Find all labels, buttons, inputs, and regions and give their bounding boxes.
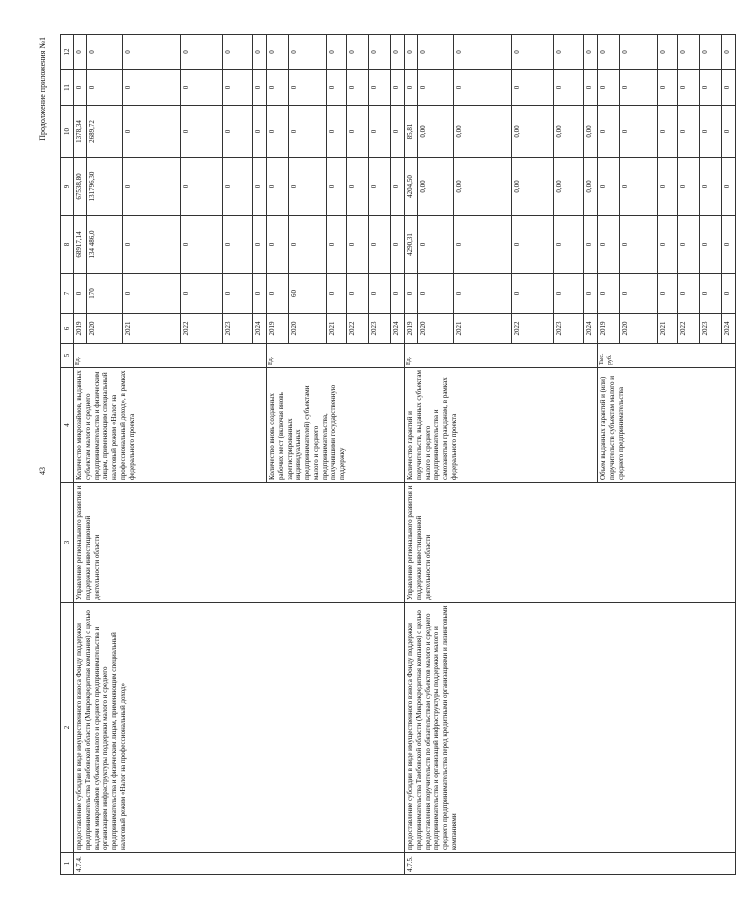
event-description: предоставление субсидии в виде имущественного взноса Фонду поддержки предпринимательства Тамбовской области (Микрокредитная компания) с целью предоставления поручительств по обязательствам субъектов малого и среднего предпринимательства и организаций инфраструктуры поддержки малого и среднего предпринимательства перед кредитными организациями и лизинговыми компаниями <box>405 603 736 853</box>
value-cell: 0 <box>722 216 736 274</box>
value-cell: 0 <box>327 106 347 158</box>
value-cell: 0 <box>223 274 253 314</box>
value-cell: 0 <box>267 274 289 314</box>
value-cell: 0 <box>123 70 181 106</box>
value-cell: 0 <box>678 70 700 106</box>
value-cell: 0 <box>369 274 391 314</box>
value-cell: 0 <box>289 106 327 158</box>
value-cell: 0,00 <box>454 158 512 216</box>
column-number: 1 <box>61 853 74 875</box>
value-cell: 0 <box>181 35 223 70</box>
value-cell: 0 <box>181 158 223 216</box>
year-cell: 2022 <box>347 314 369 344</box>
page-number: 43 <box>38 467 47 475</box>
column-number-row <box>61 35 74 875</box>
year-cell: 2019 <box>74 314 87 344</box>
value-cell: 0 <box>347 158 369 216</box>
value-cell: 0 <box>253 70 267 106</box>
column-number: 6 <box>61 314 74 344</box>
value-cell: 0 <box>123 274 181 314</box>
value-cell: 0 <box>253 35 267 70</box>
indicator-unit: Ед. <box>405 344 598 368</box>
value-cell: 0 <box>678 216 700 274</box>
value-cell: 0,00 <box>554 106 584 158</box>
year-cell: 2022 <box>678 314 700 344</box>
value-cell: 0 <box>369 35 391 70</box>
value-cell: 0 <box>658 35 678 70</box>
value-cell: 0 <box>554 35 584 70</box>
column-number: 2 <box>61 603 74 853</box>
value-cell: 0 <box>391 106 405 158</box>
year-cell: 2020 <box>289 314 327 344</box>
value-cell: 0 <box>289 158 327 216</box>
value-cell: 0 <box>658 70 678 106</box>
value-cell: 0 <box>700 274 722 314</box>
value-cell: 0 <box>223 35 253 70</box>
value-cell: 0,00 <box>418 106 454 158</box>
value-cell: 0 <box>512 274 554 314</box>
value-cell: 0 <box>554 216 584 274</box>
value-cell: 0 <box>512 35 554 70</box>
value-cell: 0,00 <box>454 106 512 158</box>
value-cell: 0,00 <box>554 158 584 216</box>
value-cell: 0 <box>347 274 369 314</box>
indicator-name: Количество гарантий и поручительств, выданных субъектам малого и среднего предпринимательства и самозанятым гражданам, в рамках федерального проекта <box>405 368 598 483</box>
year-cell: 2021 <box>454 314 512 344</box>
year-cell: 2019 <box>598 314 620 344</box>
value-cell: 0 <box>391 274 405 314</box>
value-cell: 0 <box>700 216 722 274</box>
value-cell: 0 <box>512 216 554 274</box>
year-cell: 2023 <box>223 314 253 344</box>
value-cell: 0 <box>700 158 722 216</box>
value-cell: 0 <box>620 216 658 274</box>
value-cell: 0 <box>253 158 267 216</box>
value-cell: 0 <box>554 70 584 106</box>
value-cell: 0 <box>512 70 554 106</box>
value-cell: 0 <box>554 274 584 314</box>
value-cell: 0 <box>223 216 253 274</box>
value-cell: 0 <box>391 70 405 106</box>
value-cell: 0 <box>598 158 620 216</box>
year-cell: 2024 <box>253 314 267 344</box>
year-cell: 2024 <box>722 314 736 344</box>
year-cell: 2023 <box>700 314 722 344</box>
value-cell: 0 <box>327 70 347 106</box>
value-cell: 0 <box>405 274 418 314</box>
value-cell: 0 <box>454 35 512 70</box>
value-cell: 0 <box>678 106 700 158</box>
value-cell: 4290,31 <box>405 216 418 274</box>
column-number: 5 <box>61 344 74 368</box>
value-cell: 0 <box>391 158 405 216</box>
value-cell: 0 <box>405 35 418 70</box>
value-cell: 0 <box>87 70 123 106</box>
value-cell: 67538,80 <box>74 158 87 216</box>
value-cell: 0 <box>74 274 87 314</box>
year-cell: 2022 <box>512 314 554 344</box>
value-cell: 0 <box>700 70 722 106</box>
value-cell: 134 486,0 <box>87 216 123 274</box>
value-cell: 0 <box>722 158 736 216</box>
value-cell: 0,00 <box>512 106 554 158</box>
value-cell: 0 <box>369 158 391 216</box>
value-cell: 0 <box>253 106 267 158</box>
value-cell: 60 <box>289 274 327 314</box>
value-cell: 0 <box>223 70 253 106</box>
value-cell: 0 <box>181 106 223 158</box>
value-cell: 1378,34 <box>74 106 87 158</box>
value-cell: 0 <box>722 106 736 158</box>
year-cell: 2019 <box>267 314 289 344</box>
value-cell: 0 <box>598 216 620 274</box>
value-cell: 0 <box>454 70 512 106</box>
value-cell: 0 <box>253 274 267 314</box>
value-cell: 0 <box>722 70 736 106</box>
value-cell: 0 <box>584 216 598 274</box>
value-cell: 0 <box>123 35 181 70</box>
value-cell: 0 <box>700 35 722 70</box>
value-cell: 0 <box>598 274 620 314</box>
value-cell: 0 <box>327 216 347 274</box>
value-cell: 0 <box>598 35 620 70</box>
value-cell: 0 <box>620 274 658 314</box>
value-cell: 0 <box>418 274 454 314</box>
year-cell: 2023 <box>554 314 584 344</box>
value-cell: 0 <box>722 35 736 70</box>
value-cell: 0 <box>454 216 512 274</box>
value-cell: 0 <box>700 106 722 158</box>
value-cell: 0 <box>253 216 267 274</box>
value-cell: 85,81 <box>405 106 418 158</box>
indicator-name: Количество микрозаймов, выданных субъектам малого и среднего предпринимательства и физическим лицам, применяющим специальный налоговый режим «Налог на профессиональный доход», в рамках федерального проекта <box>74 368 267 483</box>
value-cell: 0 <box>678 158 700 216</box>
column-number: 9 <box>61 158 74 216</box>
value-cell: 0 <box>584 70 598 106</box>
indicator-unit: Тыс. руб. <box>598 344 736 368</box>
value-cell: 0 <box>181 274 223 314</box>
value-cell: 0 <box>658 274 678 314</box>
value-cell: 0 <box>678 274 700 314</box>
column-number: 8 <box>61 216 74 274</box>
value-cell: 0 <box>418 35 454 70</box>
value-cell: 0,00 <box>512 158 554 216</box>
year-cell: 2020 <box>418 314 454 344</box>
year-cell: 2021 <box>658 314 678 344</box>
annex-label: Продолжение приложения №1 <box>38 37 47 141</box>
value-cell: 0 <box>620 158 658 216</box>
year-cell: 2020 <box>620 314 658 344</box>
value-cell: 0 <box>391 216 405 274</box>
year-cell: 2020 <box>87 314 123 344</box>
value-cell: 0 <box>267 216 289 274</box>
value-cell: 0 <box>181 216 223 274</box>
indicator-name: Количество вновь созданных рабочих мест (включая вновь зарегистрированных индивидуальных предпринимателей) субъектами малого и среднего предпринимательства, получившими государственную поддержку <box>267 368 405 483</box>
value-cell: 0 <box>347 106 369 158</box>
year-cell: 2024 <box>391 314 405 344</box>
value-cell: 0 <box>584 274 598 314</box>
value-cell: 0 <box>347 70 369 106</box>
indicator-unit: Ед. <box>267 344 405 368</box>
event-description: предоставление субсидии в виде имущественного взноса Фонду поддержки предпринимательства Тамбовской области (Микрокредитная компания) с целью выдачи микрозаймов субъектам малого и среднего предпринимательства и организациям инфраструктуры поддержки малого и среднего предпринимательства и физическим лицам, применяющим специальный налоговый режим «Налог на профессиональный доход» <box>74 603 405 853</box>
value-cell: 0 <box>658 158 678 216</box>
value-cell: 0 <box>620 106 658 158</box>
value-cell: 0 <box>347 35 369 70</box>
value-cell: 0 <box>658 216 678 274</box>
value-cell: 0,00 <box>418 158 454 216</box>
value-cell: 0 <box>658 106 678 158</box>
column-number: 4 <box>61 368 74 483</box>
value-cell: 131796,30 <box>87 158 123 216</box>
value-cell: 0 <box>418 70 454 106</box>
value-cell: 0 <box>289 70 327 106</box>
year-cell: 2021 <box>327 314 347 344</box>
value-cell: 0 <box>267 106 289 158</box>
column-number: 7 <box>61 274 74 314</box>
value-cell: 0 <box>391 35 405 70</box>
value-cell: 0 <box>267 70 289 106</box>
value-cell: 0 <box>267 35 289 70</box>
year-cell: 2021 <box>123 314 181 344</box>
value-cell: 0 <box>123 158 181 216</box>
column-number: 12 <box>61 35 74 70</box>
value-cell: 0 <box>584 35 598 70</box>
value-cell: 2689,72 <box>87 106 123 158</box>
indicator-name: Объем выданных гарантий и (или) поручительств субъектам малого и среднего предпринимательства <box>598 368 736 483</box>
indicator-unit: Ед. <box>74 344 267 368</box>
value-cell: 0 <box>418 216 454 274</box>
year-cell: 2022 <box>181 314 223 344</box>
section-id: 4.7.5. <box>405 853 736 875</box>
executor: Управление регионального развития и поддержки инвестиционной деятельности области <box>74 483 405 603</box>
value-cell: 0 <box>289 35 327 70</box>
value-cell: 0 <box>289 216 327 274</box>
column-number: 10 <box>61 106 74 158</box>
section-id: 4.7.4. <box>74 853 405 875</box>
value-cell: 0 <box>620 35 658 70</box>
value-cell: 0 <box>369 216 391 274</box>
value-cell: 0 <box>369 106 391 158</box>
value-cell: 0 <box>347 216 369 274</box>
value-cell: 0 <box>181 70 223 106</box>
value-cell: 0 <box>369 70 391 106</box>
column-number: 3 <box>61 483 74 603</box>
value-cell: 0 <box>223 106 253 158</box>
table-row <box>74 35 87 875</box>
value-cell: 0 <box>405 70 418 106</box>
value-cell: 0 <box>123 106 181 158</box>
value-cell: 0 <box>267 158 289 216</box>
value-cell: 0 <box>454 274 512 314</box>
year-cell: 2019 <box>405 314 418 344</box>
value-cell: 0 <box>74 35 87 70</box>
column-number: 11 <box>61 70 74 106</box>
executor: Управление регионального развития и поддержки инвестиционной деятельности области <box>405 483 736 603</box>
year-cell: 2024 <box>584 314 598 344</box>
value-cell: 0 <box>598 70 620 106</box>
table-body <box>61 35 736 875</box>
value-cell: 0 <box>678 35 700 70</box>
value-cell: 0 <box>87 35 123 70</box>
value-cell: 170 <box>87 274 123 314</box>
value-cell: 0 <box>123 216 181 274</box>
value-cell: 0 <box>598 106 620 158</box>
value-cell: 0 <box>722 274 736 314</box>
value-cell: 68917,14 <box>74 216 87 274</box>
value-cell: 0 <box>327 158 347 216</box>
value-cell: 0,00 <box>584 158 598 216</box>
value-cell: 0 <box>327 274 347 314</box>
program-table <box>60 34 736 875</box>
value-cell: 4204,50 <box>405 158 418 216</box>
year-cell: 2023 <box>369 314 391 344</box>
rotated-table-sheet <box>38 35 731 875</box>
table-row <box>405 35 418 875</box>
value-cell: 0 <box>327 35 347 70</box>
value-cell: 0,00 <box>584 106 598 158</box>
value-cell: 0 <box>74 70 87 106</box>
value-cell: 0 <box>620 70 658 106</box>
value-cell: 0 <box>223 158 253 216</box>
